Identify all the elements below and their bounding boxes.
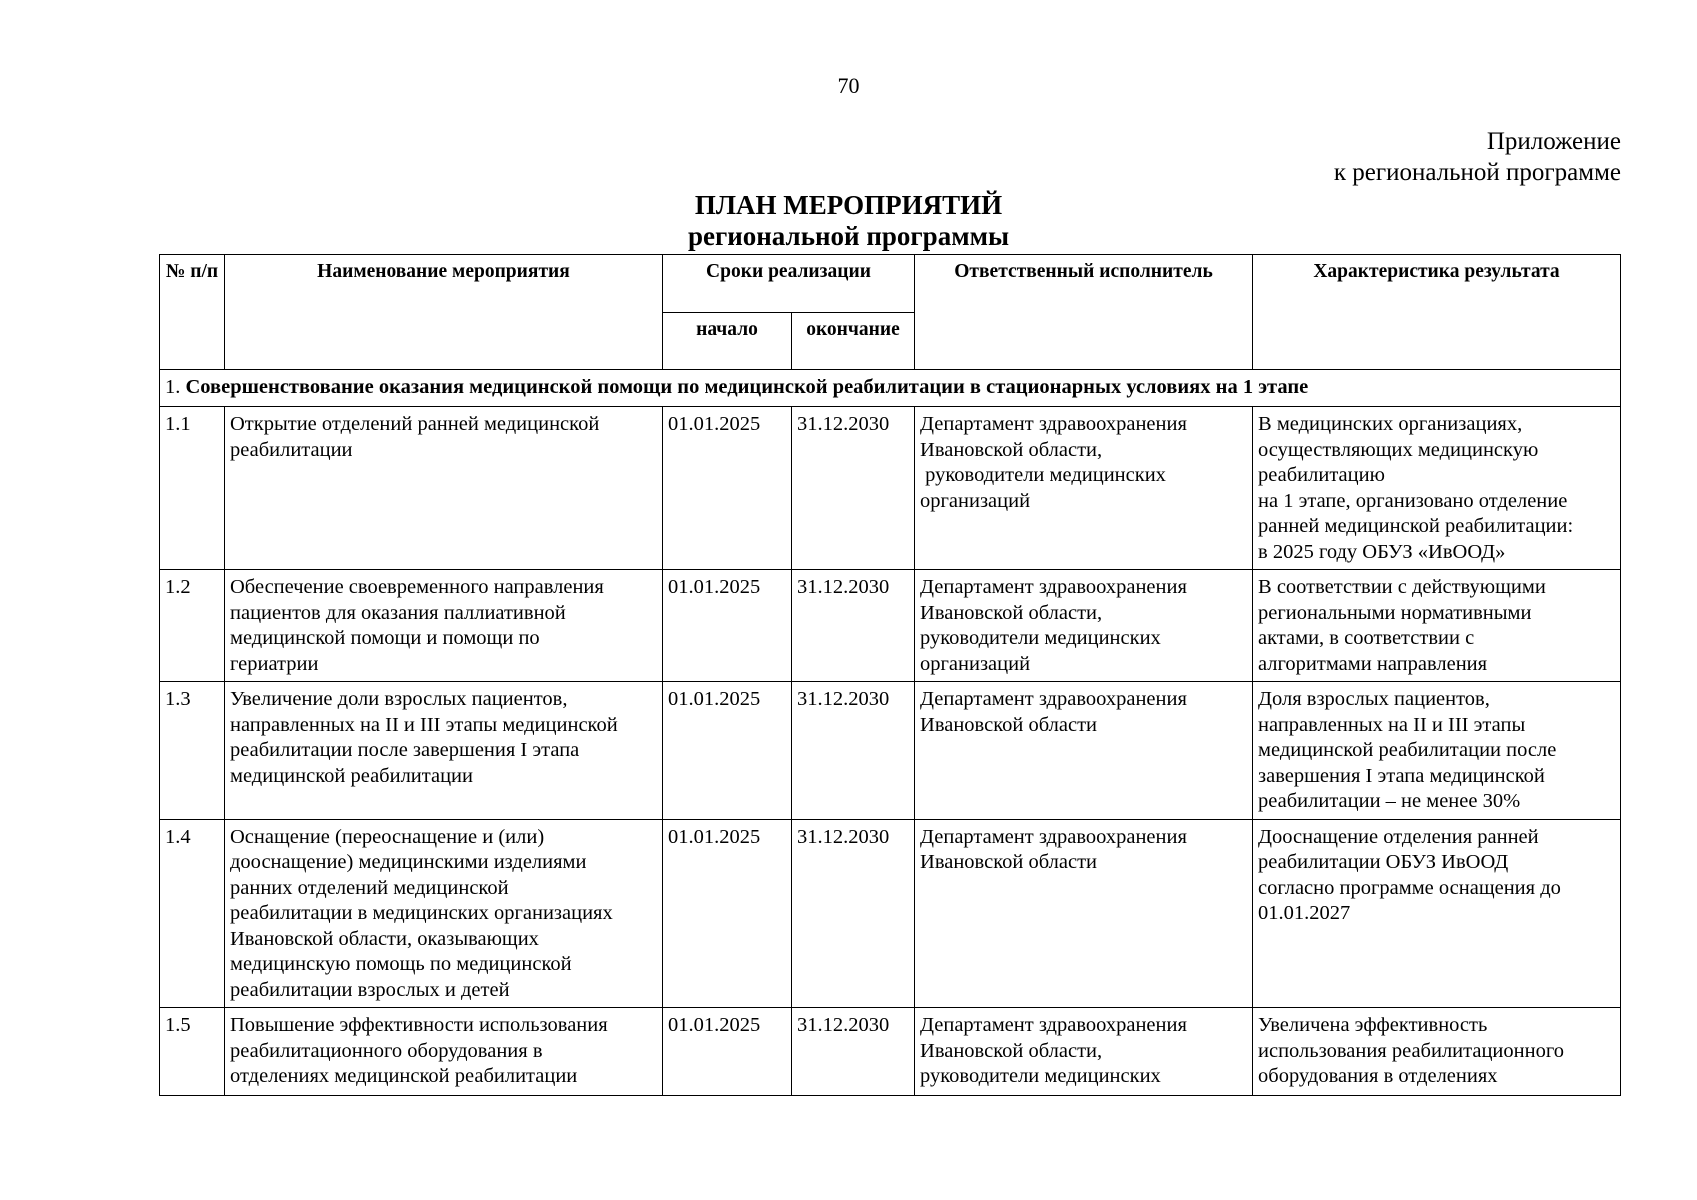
activity-name <box>225 1008 663 1096</box>
result-description-line: ранней медицинской реабилитации: <box>1258 515 1574 537</box>
responsible-executor-line: Ивановской области <box>920 713 1097 736</box>
activity-name-line: отделениях медицинской реабилитации <box>230 1065 578 1087</box>
responsible-executor-line: Департамент здравоохранения <box>920 576 1187 598</box>
table-row <box>160 682 1621 820</box>
responsible-executor-line: Ивановской области <box>920 851 1097 873</box>
section-number: 1. <box>165 376 181 398</box>
activity-name-line: гериатрии <box>230 652 319 675</box>
responsible-executor <box>915 1008 1253 1096</box>
responsible-executor-line: Ивановской области, <box>920 438 1103 461</box>
activity-name-line: дооснащение) медицинскими изделиями <box>230 851 587 873</box>
result-description-line: оборудования в отделениях <box>1258 1065 1498 1087</box>
result-description <box>1253 407 1621 570</box>
activity-name-line: ранних отделений медицинской <box>230 876 509 899</box>
result-description-line: актами, в соответствии с <box>1258 627 1475 649</box>
header-executor: Ответственный исполнитель <box>915 255 1253 370</box>
activity-name-line: реабилитации взрослых и детей <box>230 978 510 1001</box>
table-row <box>160 1008 1621 1096</box>
result-description-line: на 1 этапе, организовано отделение <box>1258 489 1568 512</box>
activity-name-line: Увеличение доли взрослых пациентов, <box>230 688 568 710</box>
section-title: Совершенствование оказания медицинской помощи по медицинской реабилитации в стационарных условиях на 1 этапе <box>185 376 1309 398</box>
activity-name-line: реабилитации <box>230 438 353 461</box>
start-date: 01.01.2025 <box>663 407 792 570</box>
responsible-executor-line: Ивановской области, <box>920 601 1103 624</box>
result-description-line: завершения I этапа медицинской <box>1258 764 1545 787</box>
row-number: 1.3 <box>160 682 225 820</box>
result-description <box>1253 570 1621 682</box>
result-description-line: 01.01.2027 <box>1258 902 1351 924</box>
responsible-executor-line: руководители медицинских <box>920 627 1161 649</box>
header-num: № п/п <box>160 255 225 370</box>
row-number: 1.4 <box>160 819 225 1008</box>
start-date: 01.01.2025 <box>663 570 792 682</box>
activity-name <box>225 819 663 1008</box>
result-description-line: реабилитацию <box>1258 464 1385 486</box>
responsible-executor <box>915 407 1253 570</box>
row-number: 1.5 <box>160 1008 225 1096</box>
appendix-line-2: к региональной программе <box>1333 159 1621 186</box>
activity-name-line: медицинскую помощь по медицинской <box>230 953 572 975</box>
activity-name <box>225 682 663 820</box>
activity-name-line: Открытие отделений ранней медицинской <box>230 413 600 435</box>
activity-name <box>225 407 663 570</box>
activity-name-line: Ивановской области, оказывающих <box>230 927 539 950</box>
plan-table <box>159 254 1621 1096</box>
activity-name-line: реабилитации в медицинских организациях <box>230 902 613 924</box>
result-description-line: В соответствии с действующими <box>1258 576 1546 598</box>
plan-table-body <box>160 370 1621 1096</box>
activity-name <box>225 570 663 682</box>
table-row <box>160 407 1621 570</box>
result-description-line: реабилитации – не менее 30% <box>1258 790 1521 812</box>
responsible-executor-line: руководители медицинских <box>920 1065 1161 1087</box>
responsible-executor-line: Департамент здравоохранения <box>920 413 1187 435</box>
start-date: 01.01.2025 <box>663 682 792 820</box>
result-description-line: Увеличена эффективность <box>1258 1014 1488 1036</box>
result-description <box>1253 1008 1621 1096</box>
activity-name-line: Обеспечение своевременного направления <box>230 576 604 598</box>
section-heading <box>160 370 1621 407</box>
row-number: 1.1 <box>160 407 225 570</box>
appendix-line-1: Приложение <box>1486 128 1621 155</box>
result-description-line: направленных на II и III этапы <box>1258 713 1526 736</box>
header-period: Сроки реализации <box>663 255 915 313</box>
result-description-line: использования реабилитационного <box>1258 1039 1564 1062</box>
result-description-line: согласно программе оснащения до <box>1258 876 1561 899</box>
start-date: 01.01.2025 <box>663 1008 792 1096</box>
result-description-line: алгоритмами направления <box>1258 652 1488 675</box>
responsible-executor-line: Департамент здравоохранения <box>920 1014 1187 1036</box>
activity-name-line: реабилитационного оборудования в <box>230 1039 543 1062</box>
responsible-executor <box>915 819 1253 1008</box>
responsible-executor-line: организаций <box>920 489 1031 512</box>
table-row <box>160 819 1621 1008</box>
result-description-line: В медицинских организациях, <box>1258 413 1523 435</box>
responsible-executor <box>915 682 1253 820</box>
activity-name-line: направленных на II и III этапы медицинской <box>230 713 618 736</box>
result-description-line: региональными нормативными <box>1258 601 1532 624</box>
responsible-executor-line: организаций <box>920 652 1031 675</box>
responsible-executor-line: Департамент здравоохранения <box>920 825 1187 848</box>
responsible-executor <box>915 570 1253 682</box>
activity-name-line: Повышение эффективности использования <box>230 1014 608 1036</box>
section-row <box>160 370 1621 407</box>
activity-name-line: Оснащение (переоснащение и (или) <box>230 825 545 848</box>
result-description <box>1253 682 1621 820</box>
responsible-executor-line: Департамент здравоохранения <box>920 688 1187 710</box>
document-title <box>0 190 1697 252</box>
header-start: начало <box>663 313 792 370</box>
result-description <box>1253 819 1621 1008</box>
activity-name-line: медицинской реабилитации <box>230 764 473 787</box>
page-number: 70 <box>837 73 860 98</box>
end-date: 31.12.2030 <box>792 1008 915 1096</box>
end-date: 31.12.2030 <box>792 819 915 1008</box>
appendix-note <box>1334 126 1621 188</box>
responsible-executor-line: Ивановской области, <box>920 1039 1103 1062</box>
result-description-line: реабилитации ОБУЗ ИвООД <box>1258 851 1509 873</box>
header-name: Наименование мероприятия <box>225 255 663 370</box>
activity-name-line: медицинской помощи и помощи по <box>230 627 540 649</box>
title-line-1: ПЛАН МЕРОПРИЯТИЙ <box>694 190 1003 220</box>
activity-name-line: реабилитации после завершения I этапа <box>230 739 580 761</box>
activity-name-line: пациентов для оказания паллиативной <box>230 601 566 624</box>
table-row <box>160 570 1621 682</box>
end-date: 31.12.2030 <box>792 570 915 682</box>
result-description-line: в 2025 году ОБУЗ «ИвООД» <box>1258 540 1506 563</box>
responsible-executor-line: руководители медицинских <box>920 464 1166 486</box>
end-date: 31.12.2030 <box>792 682 915 820</box>
end-date: 31.12.2030 <box>792 407 915 570</box>
result-description-line: Дооснащение отделения ранней <box>1258 825 1539 848</box>
result-description-line: Доля взрослых пациентов, <box>1258 688 1490 710</box>
header-result: Характеристика результата <box>1253 255 1621 370</box>
result-description-line: медицинской реабилитации после <box>1258 739 1557 761</box>
row-number: 1.2 <box>160 570 225 682</box>
result-description-line: осуществляющих медицинскую <box>1258 438 1539 461</box>
title-line-2: региональной программы <box>687 221 1010 251</box>
header-row <box>160 255 1621 313</box>
header-end: окончание <box>792 313 915 370</box>
start-date: 01.01.2025 <box>663 819 792 1008</box>
